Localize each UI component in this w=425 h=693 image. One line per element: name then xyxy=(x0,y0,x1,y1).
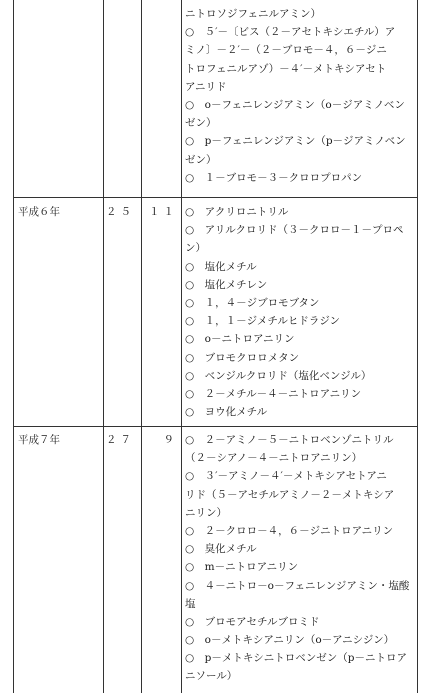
count-cell: ２５ xyxy=(106,206,135,218)
list-item: トロフェニルアゾ）－４′－メトキシアセト xyxy=(185,62,387,75)
list-item: ○ ３′－アミノ－４′－メトキシアセトアニ xyxy=(185,470,387,483)
list-item: ○ ２－メチル－４－ニトロアニリン xyxy=(185,387,362,400)
list-item: ○ １，１－ジメチルヒドラジン xyxy=(185,315,341,328)
list-item: ○ 塩化メチル xyxy=(185,260,257,273)
list-item: ニリン） xyxy=(185,506,227,519)
list-item: ○ ヨウ化メチル xyxy=(185,406,268,419)
list-item: ○ ブロモクロロメタン xyxy=(185,351,300,364)
list-item: ○ m－ニトロアニリン xyxy=(185,561,299,574)
item-list xyxy=(185,431,415,686)
list-item: ○ o－メトキシアニリン（o－アニシジン） xyxy=(185,634,395,647)
list-item: ニトロソジフェニルアミン） xyxy=(185,8,321,20)
list-item: （２－シアノ－４－ニトロアニリン） xyxy=(185,452,363,465)
list-item: ○ １－ブロモ－３－クロロプロパン xyxy=(185,171,363,184)
list-item: ○ アリルクロリド（３－クロロ－１－プロペ xyxy=(185,224,404,237)
count-cell: １１ xyxy=(149,206,178,218)
list-item: ○ ブロモアセチルブロミド xyxy=(185,615,320,628)
border-right xyxy=(417,0,418,693)
list-item: リド（５－アセチルアミノ－２－メトキシア xyxy=(185,488,395,501)
year-cell: 平成７年 xyxy=(18,434,60,446)
row-divider xyxy=(13,426,418,427)
count-cell: ２７ xyxy=(106,434,135,446)
list-item: ○ p－フェニレンジアミン（p－ジアミノベン xyxy=(185,135,406,148)
item-list xyxy=(185,5,415,187)
list-item: ○ 塩化メチレン xyxy=(185,278,268,291)
list-item: ニソール） xyxy=(185,670,238,683)
list-item: ○ o－ニトロアニリン xyxy=(185,333,295,346)
list-item: ン） xyxy=(185,242,206,255)
list-item: ○ １，４－ジブロモブタン xyxy=(185,296,320,309)
count-cell: ９ xyxy=(163,434,178,446)
list-item: ○ ベンジルクロリド（塩化ベンジル） xyxy=(185,369,372,382)
year-cell: 平成６年 xyxy=(18,206,60,218)
list-item: 塩 xyxy=(185,597,196,610)
item-list xyxy=(185,203,415,421)
list-item: ○ ２－クロロ－４，６－ジニトロアニリン xyxy=(185,524,394,537)
row-divider xyxy=(13,197,418,198)
divider-items xyxy=(181,0,182,693)
list-item: ミノ〕－２′－（２－ブロモ－４，６－ジニ xyxy=(185,44,387,57)
border-left xyxy=(13,0,14,693)
chemical-table xyxy=(13,0,418,693)
list-item: ○ ４－ニトロ－o－フェニレンジアミン・塩酸 xyxy=(185,579,410,592)
divider-count xyxy=(141,0,142,693)
list-item: ゼン） xyxy=(185,153,217,166)
divider-year xyxy=(103,0,104,693)
list-item: ○ p－メトキシニトロベンゼン（p－ニトロア xyxy=(185,652,407,665)
list-item: ○ 臭化メチル xyxy=(185,543,257,556)
list-item: ゼン） xyxy=(185,117,217,130)
list-item: ○ ２－アミノ－５－ニトロベンゾニトリル xyxy=(185,434,394,446)
list-item: ○ アクリロニトリル xyxy=(185,206,289,218)
list-item: ○ ５′－〔ビス（２－アセトキシエチル）ア xyxy=(185,26,396,39)
list-item: ○ o－フェニレンジアミン（o－ジアミノベン xyxy=(185,98,405,111)
list-item: アニリド xyxy=(185,80,227,93)
